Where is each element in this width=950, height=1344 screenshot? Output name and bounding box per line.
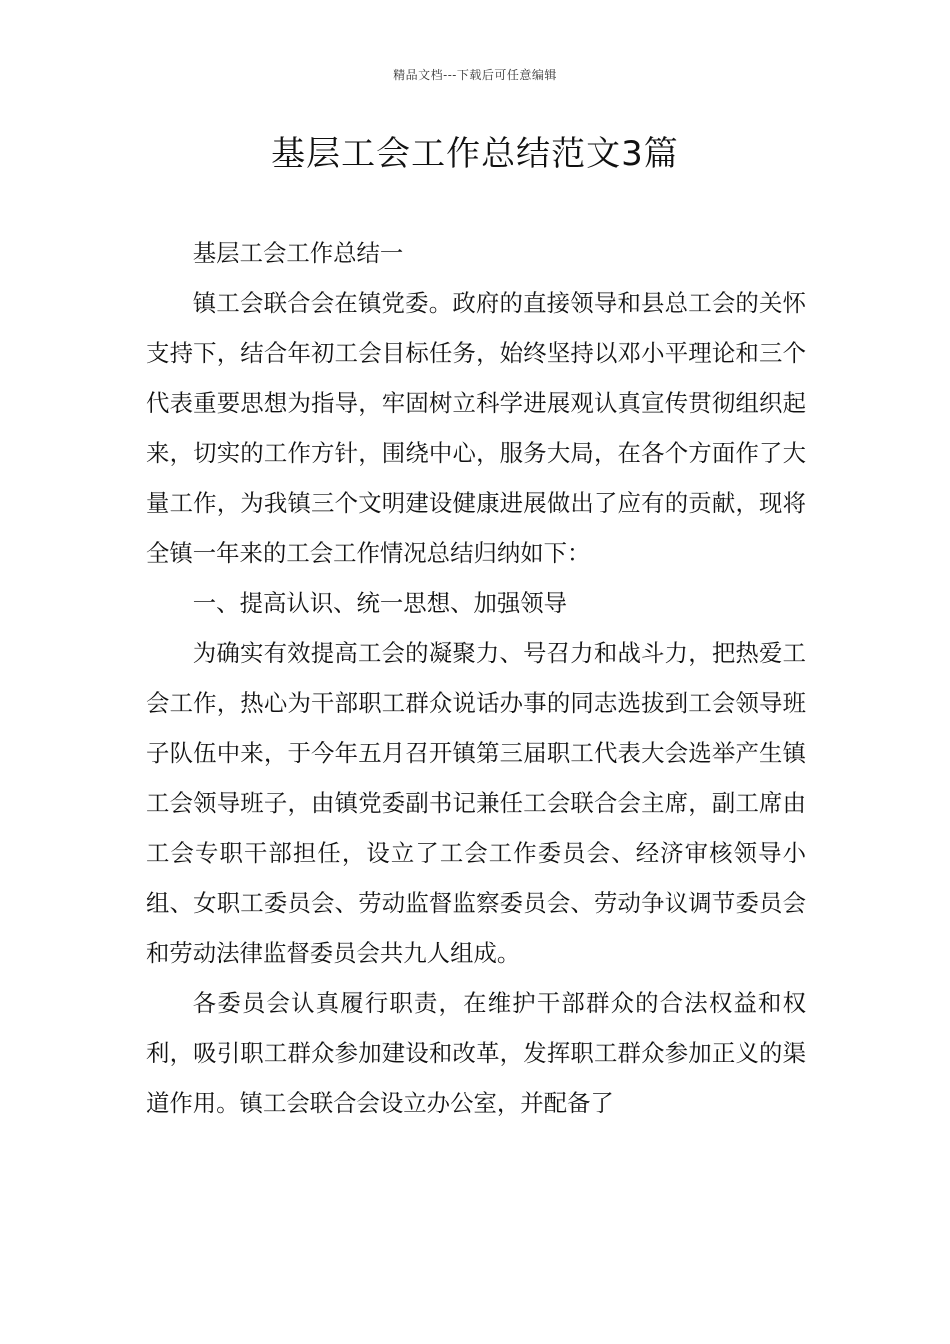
document-title: 基层工会工作总结范文3篇 [271, 134, 679, 174]
page-header: 精品文档---下载后可任意编辑 [393, 68, 557, 82]
paragraph-leadership: 为确实有效提高工会的凝聚力、号召力和战斗力，把热爱工会工作，热心为干部职工群众说话办事的同志选拔到工会领导班子队伍中来，于今年五月召开镇第三届职工代表大会选举产生镇工会领导班子，由镇党委副书记兼任工会联合会主席，副工席由工会专职干部担任，设立了工会工作委员会、经济审核领导小组、女职工委员会、劳动监督监察委员会、劳动争议调节委员会和劳动法律监督委员会共九人组成。 [146, 639, 806, 967]
document-body [146, 228, 806, 1128]
paragraph-subheading: 一、提高认识、统一思想、加强领导 [192, 589, 568, 617]
paragraph-section-heading: 基层工会工作总结一 [192, 239, 404, 267]
paragraph-intro: 镇工会联合会在镇党委。政府的直接领导和县总工会的关怀支持下，结合年初工会目标任务，始终坚持以邓小平理论和三个代表重要思想为指导，牢固树立科学进展观认真宣传贯彻组织起来，切实的工作方针，围绕中心，服务大局，在各个方面作了大量工作，为我镇三个文明建设健康进展做出了应有的贡献，现将全镇一年来的工会工作情况总结归纳如下： [146, 289, 806, 567]
paragraph-committees: 各委员会认真履行职责，在维护干部群众的合法权益和权利，吸引职工群众参加建设和改革，发挥职工群众参加正义的渠道作用。镇工会联合会设立办公室，并配备了 [146, 989, 806, 1117]
